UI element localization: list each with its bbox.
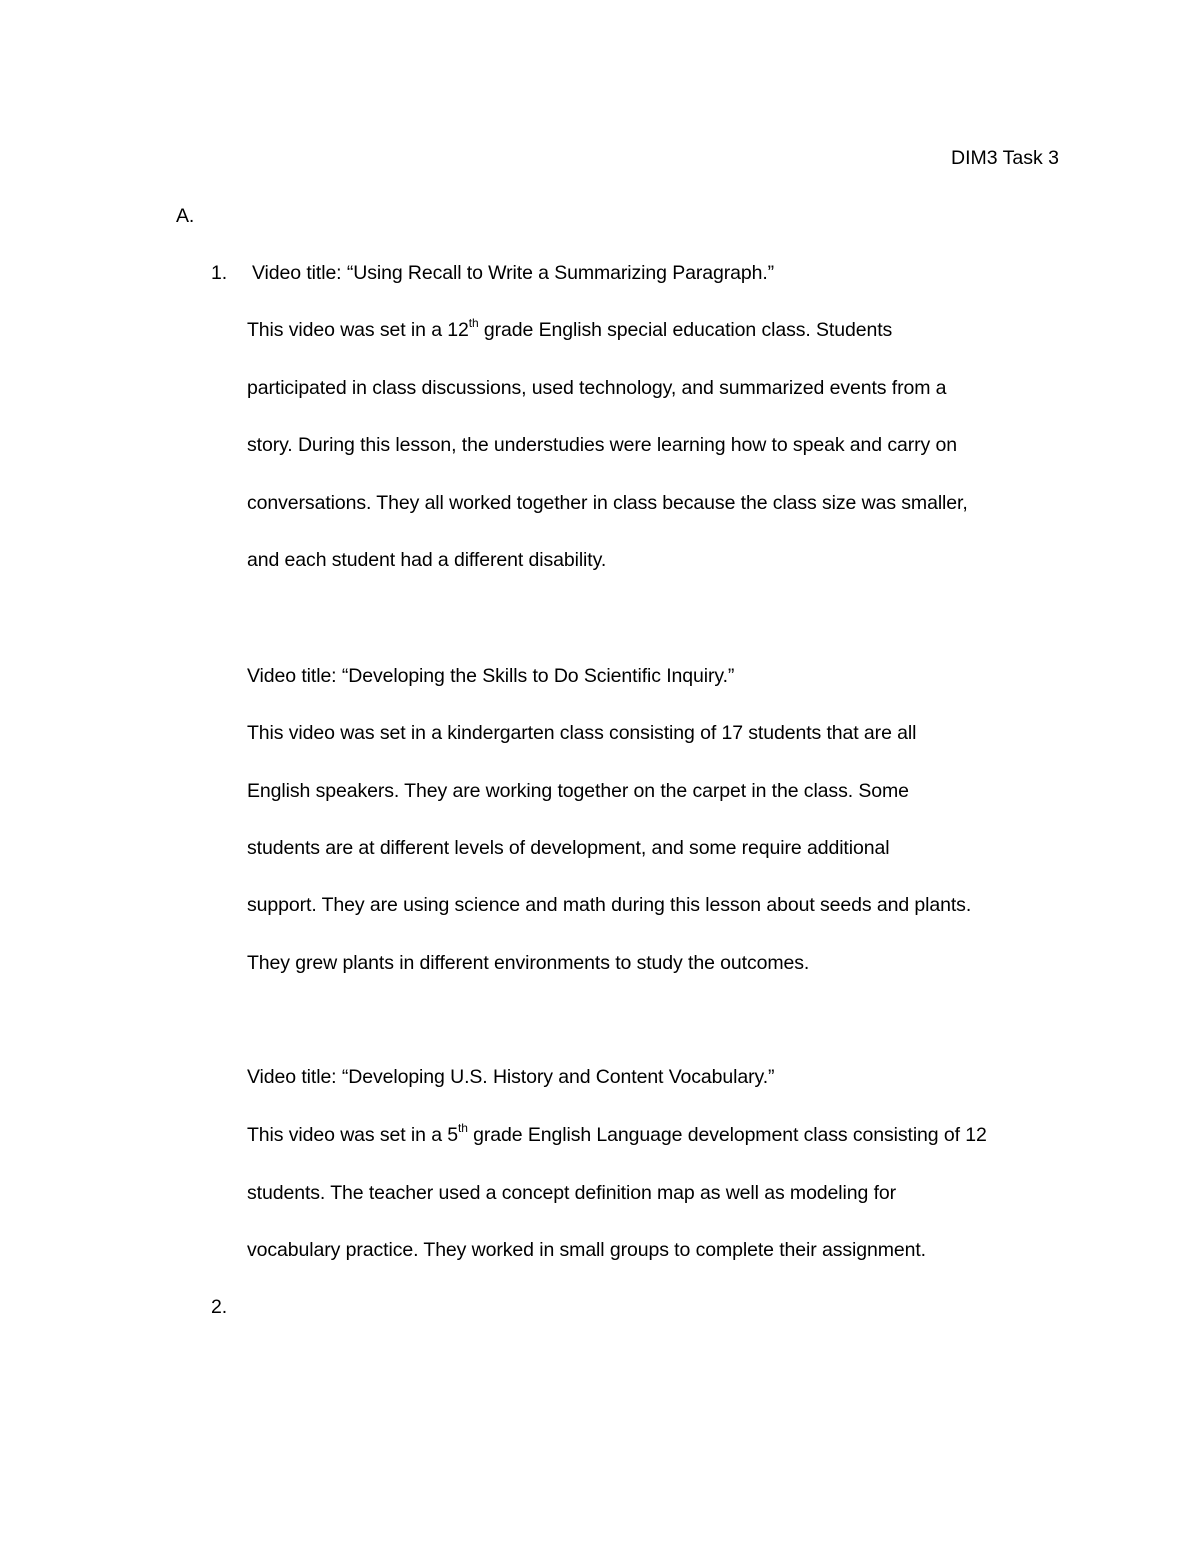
video-2-desc-line-2: English speakers. They are working together on the carpet in the class. Some: [247, 780, 909, 802]
video-1-desc-line-5: and each student had a different disability.: [247, 549, 607, 571]
running-head: DIM3 Task 3: [950, 147, 1059, 169]
superscript: th: [468, 315, 479, 330]
video-2-desc-line-1: This video was set in a kindergarten class consisting of 17 students that are all: [247, 722, 917, 744]
video-title-2: Video title: “Developing the Skills to Do Scientific Inquiry.”: [247, 665, 735, 687]
video-1-desc-line-4: conversations. They all worked together in class because the class size was smaller,: [247, 492, 968, 514]
video-1-desc-line-3: story. During this lesson, the understudies were learning how to speak and carry on: [247, 434, 957, 456]
section-label: A.: [176, 205, 195, 227]
video-title-1: Video title: “Using Recall to Write a Summarizing Paragraph.”: [252, 262, 775, 284]
video-2-desc-line-3: students are at different levels of development, and some require additional: [247, 837, 890, 859]
video-1-desc-line-1: This video was set in a 12th grade English special education class. Students: [247, 315, 893, 341]
video-2-desc-line-4: support. They are using science and math during this lesson about seeds and plants.: [247, 894, 972, 916]
video-3-desc-line-3: vocabulary practice. They worked in small groups to complete their assignment.: [247, 1239, 926, 1261]
video-3-desc-line-1: This video was set in a 5th grade English Language development class consisting of 12: [247, 1120, 987, 1146]
video-3-desc-line-2: students. The teacher used a concept definition map as well as modeling for: [247, 1182, 897, 1204]
superscript: th: [458, 1120, 468, 1135]
video-1-desc-line-2: participated in class discussions, used technology, and summarized events from a: [247, 377, 947, 399]
video-2-desc-line-5: They grew plants in different environments to study the outcomes.: [247, 952, 810, 974]
video-title-3: Video title: “Developing U.S. History and Content Vocabulary.”: [247, 1066, 775, 1088]
list-number-1: 1.: [211, 262, 228, 284]
list-number-2: 2.: [211, 1296, 228, 1318]
